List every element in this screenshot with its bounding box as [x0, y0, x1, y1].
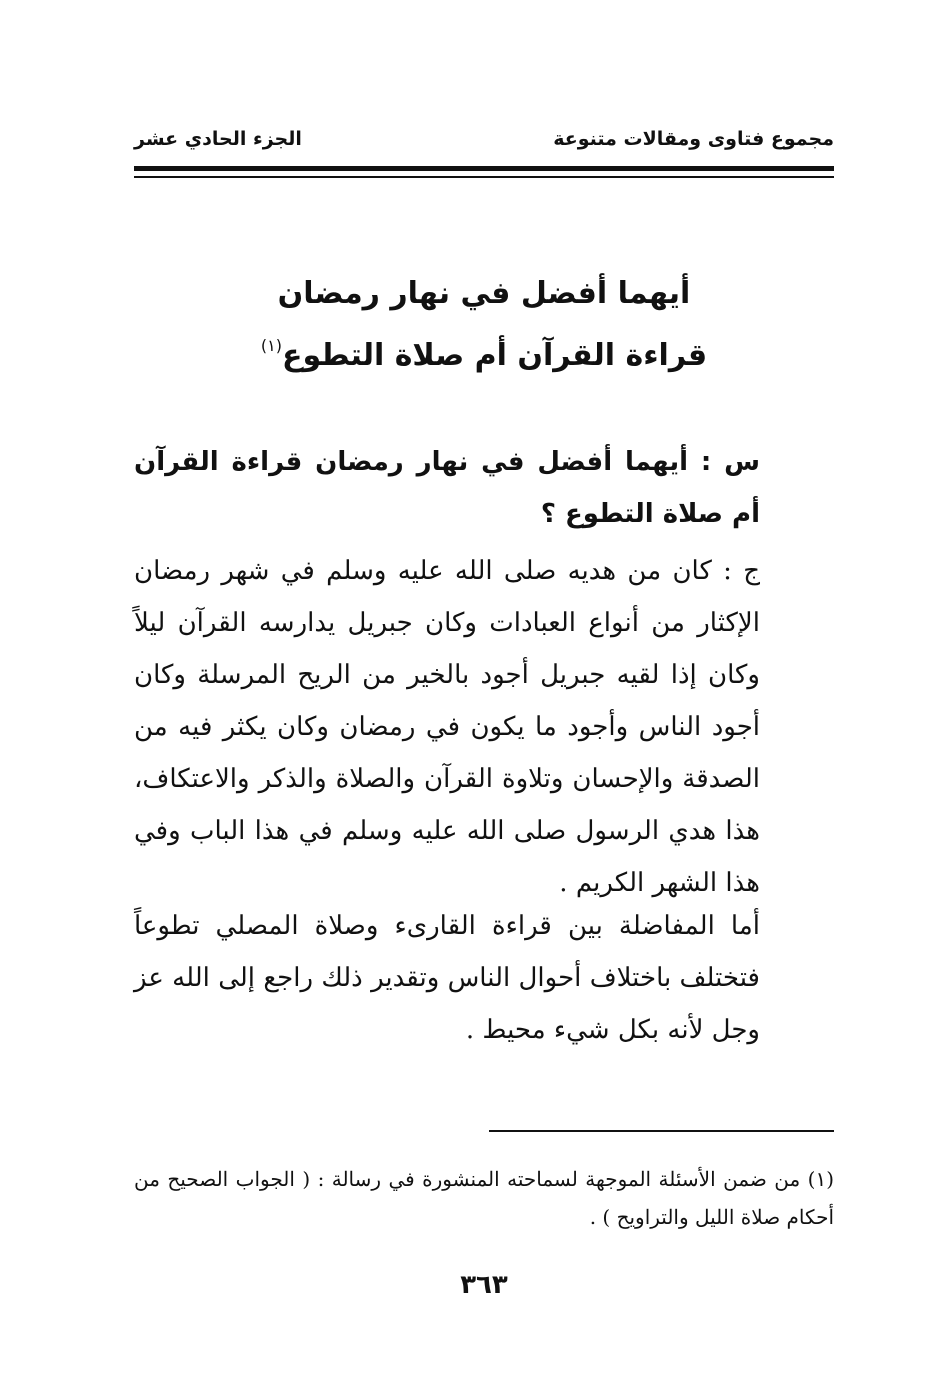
footnote: (١) من ضمن الأسئلة الموجهة لسماحته المنشورة في رسالة : ( الجواب الصحيح من أحكام صلاة الليل والتراويح ) .	[134, 1167, 834, 1229]
title-footnote-marker: (١)	[260, 336, 282, 355]
title-line-2: قراءة القرآن أم صلاة التطوع	[281, 338, 708, 373]
article-title	[134, 268, 834, 382]
title-line-1: أيهما أفضل في نهار رمضان	[277, 276, 691, 311]
question-paragraph: س : أيهما أفضل في نهار رمضان قراءة القرآن أم صلاة التطوع ؟	[134, 447, 760, 529]
header-rule-thin	[134, 176, 834, 178]
second-paragraph: أما المفاضلة بين قراءة القارىء وصلاة المصلي تطوعاً فتختلف باختلاف أحوال الناس وتقدير ذلك راجع إلى الله عز وجل لأنه بكل شيء محيط .	[134, 911, 760, 1045]
title-line-2-wrapper	[134, 320, 834, 382]
answer-paragraph: ج : كان من هديه صلى الله عليه وسلم في شهر رمضان الإكثار من أنواع العبادات وكان جبريل يدارسه القرآن ليلاً وكان إذا لقيه جبريل أجود بالخير من الريح المرسلة وكان أجود الناس وأجود ما يكون في رمضان وكان يكثر فيه من الصدقة والإحسان وتلاوة القرآن والصلاة والذكر والاعتكاف، هذا هدي الرسول صلى الله عليه وسلم في هذا الباب وفي هذا الشهر الكريم .	[134, 556, 760, 898]
volume-label: الجزء الحادي عشر	[134, 128, 302, 150]
footnote-separator	[489, 1130, 834, 1132]
book-title: مجموع فتاوى ومقالات متنوعة	[553, 128, 834, 150]
running-header	[134, 128, 834, 158]
header-rule-thick	[134, 166, 834, 171]
page-number: ٣٦٣	[460, 1270, 508, 1300]
